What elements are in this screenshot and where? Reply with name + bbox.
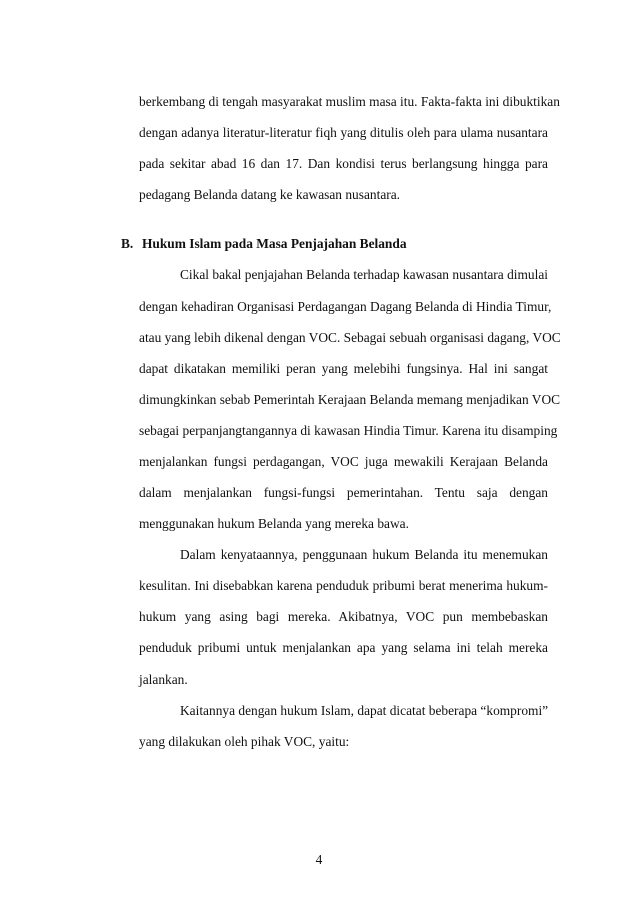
text-line: penduduk pribumi untuk menjalankan apa yang selama ini telah mereka [139, 640, 548, 655]
text-line: dengan adanya literatur-literatur fiqh yang ditulis oleh para ulama nusantara [139, 125, 548, 140]
section-heading [121, 236, 541, 252]
paragraph-first-line: Cikal bakal penjajahan Belanda terhadap kawasan nusantara dimulai [180, 267, 548, 282]
text-line: berkembang di tengah masyarakat muslim masa itu. Fakta-fakta ini dibuktikan [139, 94, 560, 109]
text-line: dimungkinkan sebab Pemerintah Kerajaan Belanda memang menjadikan VOC [139, 392, 561, 407]
text-line: yang dilakukan oleh pihak VOC, yaitu: [139, 734, 350, 749]
page-number: 4 [315, 852, 323, 867]
text-line: jalankan. [139, 672, 188, 687]
text-line: hukum yang asing bagi mereka. Akibatnya, VOC pun membebaskan [139, 609, 548, 624]
text-line: atau yang lebih dikenal dengan VOC. Sebagai sebuah organisasi dagang, VOC [139, 330, 561, 345]
text-line: pada sekitar abad 16 dan 17. Dan kondisi terus berlangsung hingga para [139, 156, 548, 171]
section-number: B. [121, 236, 134, 251]
paragraph-first-line: Dalam kenyataannya, penggunaan hukum Belanda itu menemukan [180, 547, 548, 562]
paragraph-first-line: Kaitannya dengan hukum Islam, dapat dicatat beberapa “kompromi” [180, 703, 549, 718]
text-line: menggunakan hukum Belanda yang mereka bawa. [139, 516, 409, 531]
section-title: Hukum Islam pada Masa Penjajahan Belanda [142, 236, 407, 251]
text-line: menjalankan fungsi perdagangan, VOC juga mewakili Kerajaan Belanda [139, 454, 548, 469]
text-line: dalam menjalankan fungsi-fungsi pemerintahan. Tentu saja dengan [139, 485, 548, 500]
text-line: kesulitan. Ini disebabkan karena penduduk pribumi berat menerima hukum- [139, 578, 548, 593]
text-line: sebagai perpanjangtangannya di kawasan Hindia Timur. Karena itu disamping [139, 423, 558, 438]
text-line: dapat dikatakan memiliki peran yang melebihi fungsinya. Hal ini sangat [139, 361, 548, 376]
text-line: dengan kehadiran Organisasi Perdagangan Dagang Belanda di Hindia Timur, [139, 299, 552, 314]
text-line: pedagang Belanda datang ke kawasan nusantara. [139, 187, 401, 202]
